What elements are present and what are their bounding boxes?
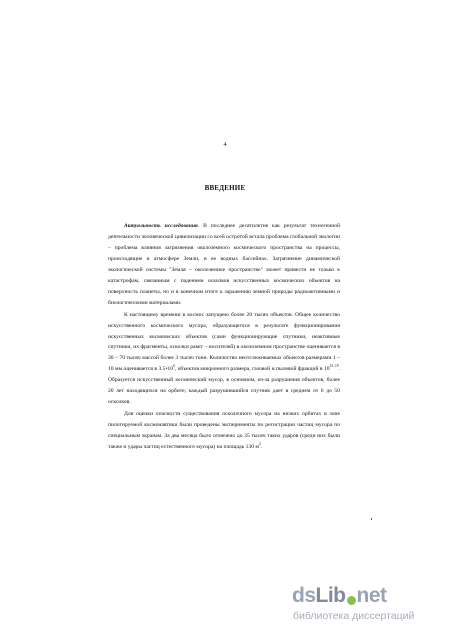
paragraph-2-text-b: , объектов микронного размера, газовой и пылевой фракций в 10 (174, 366, 330, 373)
logo-net: net (356, 584, 387, 607)
logo-ds: ds (292, 584, 316, 607)
paragraph-3-text: Для оценки опасности существования осколочного мусора на низких орбитах в зоне пилотируемой космонавтики были проведены эксперименты по регистрации частиц мусора по специальным экранам. За два месяца было отмечено до 35 тысяч таких ударов (среди них были также и удары частиц естественного мусора) на площадь 130 м (108, 411, 340, 451)
page-number: 4 (223, 142, 227, 148)
watermark-subtitle: библиотека диссертаций (293, 610, 415, 622)
body-text (108, 221, 340, 453)
logo-lib: Lib (315, 584, 346, 607)
paragraph-objects (108, 310, 340, 409)
margin-mark (371, 518, 372, 520)
logo-dot-icon (347, 596, 356, 605)
section-title: ВВЕДЕНИЕ (204, 184, 246, 192)
paragraph-experiments (108, 409, 340, 453)
superscript-3: 2 (258, 442, 261, 447)
paragraph-3-end: . (260, 444, 263, 451)
relevance-lead: Актуальность исследования (124, 223, 198, 229)
paragraph-relevance (108, 221, 340, 309)
superscript-2: 13–19 (329, 364, 339, 369)
watermark (292, 584, 442, 630)
watermark-logo (292, 584, 387, 608)
paragraph-2-text-c: . Образуется искусственный космический мусор, в основном, из-за разрушения объектов, более 20 лет находящихся на орбите, каждый разрушившийся спутник дает в среднем от 6 до 50 осколков. (108, 366, 340, 406)
paragraph-1-text: . В последнее десятилетие как результат техногенной деятельности человеческой цивилизации со всей остротой встала проблема глобальной экологии – проблема влияния загрязнения околоземного космического пространства на процессы, происходящие в атмосфере Земли, в ее водных бассейнах. Загрязнение динамической экологической системы "Земля – околоземное пространство" может привести не только к катастрофам, связанным с падением осколков искусственных космических объектов на поверхность планеты, но и в конечном итоге к заражению земной природы радиоактивными и биологическими материалами. (108, 223, 340, 306)
paragraph-2-text-a: К настоящему времени в космос запущено более 20 тысяч объектов. Общее количество искусственного космического мусора, образующегося в результате функционирования искусственных космических объектов (сами функционирующие спутники, неактивные спутники, их фрагменты, осколки ракет – носителей) в околоземном пространстве оценивается в 30 – 70 тысяч массой более 3 тысяч тонн. Количество неотслеживаемых объектов размерами 1 – 10 мм оценивается в 3.5•10 (108, 311, 340, 373)
superscript-1: 6 (173, 364, 175, 369)
